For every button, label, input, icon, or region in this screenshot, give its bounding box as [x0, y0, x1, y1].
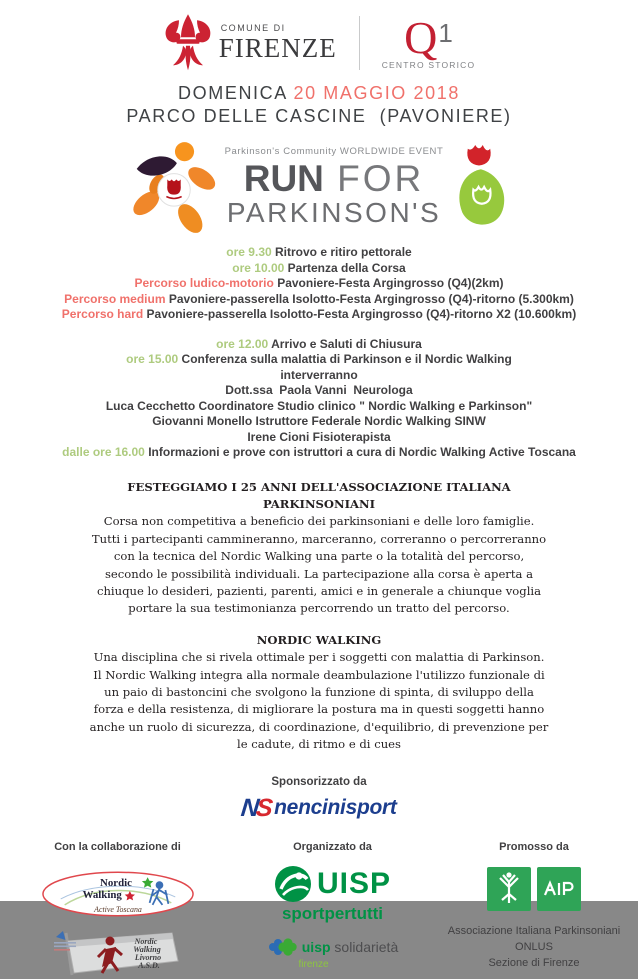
program-line: ore 9.30 Ritrovo e ritiro pettorale: [226, 245, 412, 259]
svg-text:Nordic: Nordic: [134, 936, 157, 946]
aip-line1: Associazione Italiana Parkinsoniani: [447, 924, 621, 937]
nordic-walking-body: Una disciplina che si rivela ottimale per i soggetti con malattia di Parkinson. Il Nordic Walking integra alla normale deambulazione l'utilizzo funzionale di un paio di bastoncini che svolgono la funzione di spinta, di sviluppo della forza e della resistenza, di migliorare la postura ma in questi soggetti hanno anche un ruolo di sicurezza, di coordinazione, d'equilibrio, di prevenzione per le cadute, di ritmo e di cues: [89, 650, 549, 752]
festeggiamo-section: [89, 479, 549, 618]
uisp-solidarieta-logo: [267, 936, 398, 958]
svg-text:A.S.D.: A.S.D.: [137, 960, 160, 970]
q1-centro-storico-logo: [381, 12, 476, 71]
footer-logos: [0, 841, 638, 979]
sponsor-label: Sponsorizzato da: [271, 775, 367, 788]
solidarieta-wordmark: uisp solidarietà: [301, 938, 399, 955]
worldwide-event-tagline: Parkinson's Community WORLDWIDE EVENT: [224, 146, 444, 158]
run-for-line: [243, 157, 425, 199]
route-line: Percorso ludico-motorio Pavoniere-Festa Argingrosso (Q4)(2km): [134, 276, 504, 290]
comune-firenze-logo: [163, 14, 337, 72]
svg-text:Walking: Walking: [82, 888, 122, 901]
collaboration-column: [0, 841, 235, 979]
speaker-line: Dott.ssa Paola Vanni Neurologa: [225, 383, 413, 397]
uisp-logo: [274, 865, 391, 903]
header-divider: [359, 16, 360, 70]
svg-text:Active Toscana: Active Toscana: [93, 904, 142, 914]
route-line: Percorso medium Pavoniere-passerella Isolotto-Festa Argingrosso (Q4)-ritorno (5.300km): [64, 291, 574, 306]
nordic-walking-livorno-logo-icon: [52, 929, 184, 979]
svg-text:Livorno: Livorno: [134, 952, 161, 962]
festeggiamo-title: FESTEGGIAMO I 25 ANNI DELL'ASSOCIAZIONE ITALIANA PARKINSONIANI: [127, 479, 511, 511]
header-logos: [0, 0, 638, 76]
event-date: 20 MAGGIO 2018: [293, 83, 460, 103]
comune-di-label: COMUNE DI: [220, 23, 286, 33]
firenze-label: FIRENZE: [218, 33, 337, 63]
promoter-label: Promosso da: [499, 840, 569, 853]
nencinisport-wordmark: nencinisport: [274, 796, 397, 820]
collaboration-label: Con la collaborazione di: [54, 840, 181, 853]
run-word: RUN: [243, 157, 324, 199]
event-location: PARCO DELLE CASCINE (PAVONIERE): [126, 105, 512, 126]
promoter-column: [430, 841, 638, 979]
uisp-wordmark: UISP: [316, 866, 392, 900]
aip-logo: [487, 867, 581, 911]
ns-monogram-icon: NS: [239, 793, 272, 822]
event-title: [0, 82, 638, 127]
aip-association-name: [448, 923, 620, 971]
svg-text:Walking: Walking: [132, 944, 161, 954]
runner-tulip-icon: [131, 140, 217, 234]
aip-line3: Sezione di Firenze: [488, 956, 580, 969]
firenze-label: firenze: [298, 958, 329, 970]
program-line: ore 15.00 Conferenza sulla malattia di Parkinson e il Nordic Walking: [126, 352, 512, 366]
aip-letters-pictogram-icon: [537, 867, 581, 911]
speaker-line: Giovanni Monello Istruttore Federale Nordic Walking SINW: [152, 414, 486, 428]
aip-tree-pictogram-icon: [487, 867, 531, 911]
fleur-de-lis-icon: [163, 14, 213, 72]
program-schedule: [0, 245, 638, 461]
speaker-line: Luca Cecchetto Coordinatore Studio clinico " Nordic Walking e Parkinson": [105, 398, 533, 413]
uisp-emblem-icon: [274, 865, 312, 903]
nordic-walking-title: NORDIC WALKING: [256, 632, 382, 647]
sportpertutti-label: sportpertutti: [281, 903, 384, 923]
program-line: ore 12.00 Arrivo e Saluti di Chiusura: [216, 336, 422, 351]
nencinisport-logo: [0, 794, 638, 823]
q1-letter: Q: [404, 12, 438, 64]
program-line: ore 10.00 Partenza della Corsa: [232, 260, 406, 275]
aip-line2: ONLUS: [515, 940, 553, 953]
run-for-parkinsons-logo: [0, 139, 638, 235]
sponsor-section: [0, 776, 638, 823]
centro-storico-label: CENTRO STORICO: [381, 60, 476, 71]
for-word: FOR: [323, 157, 425, 199]
tulip-leaf-icon: [451, 140, 507, 234]
organizer-label: Organizzato da: [293, 840, 372, 853]
event-date-line: [0, 82, 638, 105]
event-day: DOMENICA: [178, 83, 294, 103]
festeggiamo-body: Corsa non competitiva a beneficio dei parkinsoniani e delle loro famiglie. Tutti i partecipanti cammineranno, marceranno, correranno o percorreranno con la tecnica del Nordic Walking una parte o la totalità del percorso, secondo le possibilità individuali. La partecipazione alla corsa è aperta a chiuque lo desideri, pazienti, parenti, amici e in generale a chiunque voglia portare la sua testimonianza percorrendo un tratto del percorso.: [91, 514, 547, 616]
comune-firenze-wordmark: [219, 24, 337, 62]
svg-text:Nordic: Nordic: [99, 876, 132, 889]
nordic-walking-section: [89, 632, 549, 754]
info-line: dalle ore 16.00 Informazioni e prove con istruttori a cura di Nordic Walking Active Toscana: [62, 445, 576, 459]
parkinsons-word: PARKINSON'S: [226, 196, 442, 228]
route-line: Percorso hard Pavoniere-passerella Isolotto-Festa Argingrosso (Q4)-ritorno X2 (10.600km): [61, 307, 577, 321]
run-for-parkinsons-wordmark: [225, 147, 444, 227]
organizer-column: [235, 841, 430, 979]
solidarieta-mark-icon: [267, 936, 297, 958]
q1-number: 1: [438, 18, 453, 49]
speaker-line: Irene Cioni Fisioterapista: [247, 429, 391, 444]
interverranno-label: interverranno: [280, 367, 358, 382]
nordic-walking-toscana-logo-icon: [39, 869, 197, 919]
